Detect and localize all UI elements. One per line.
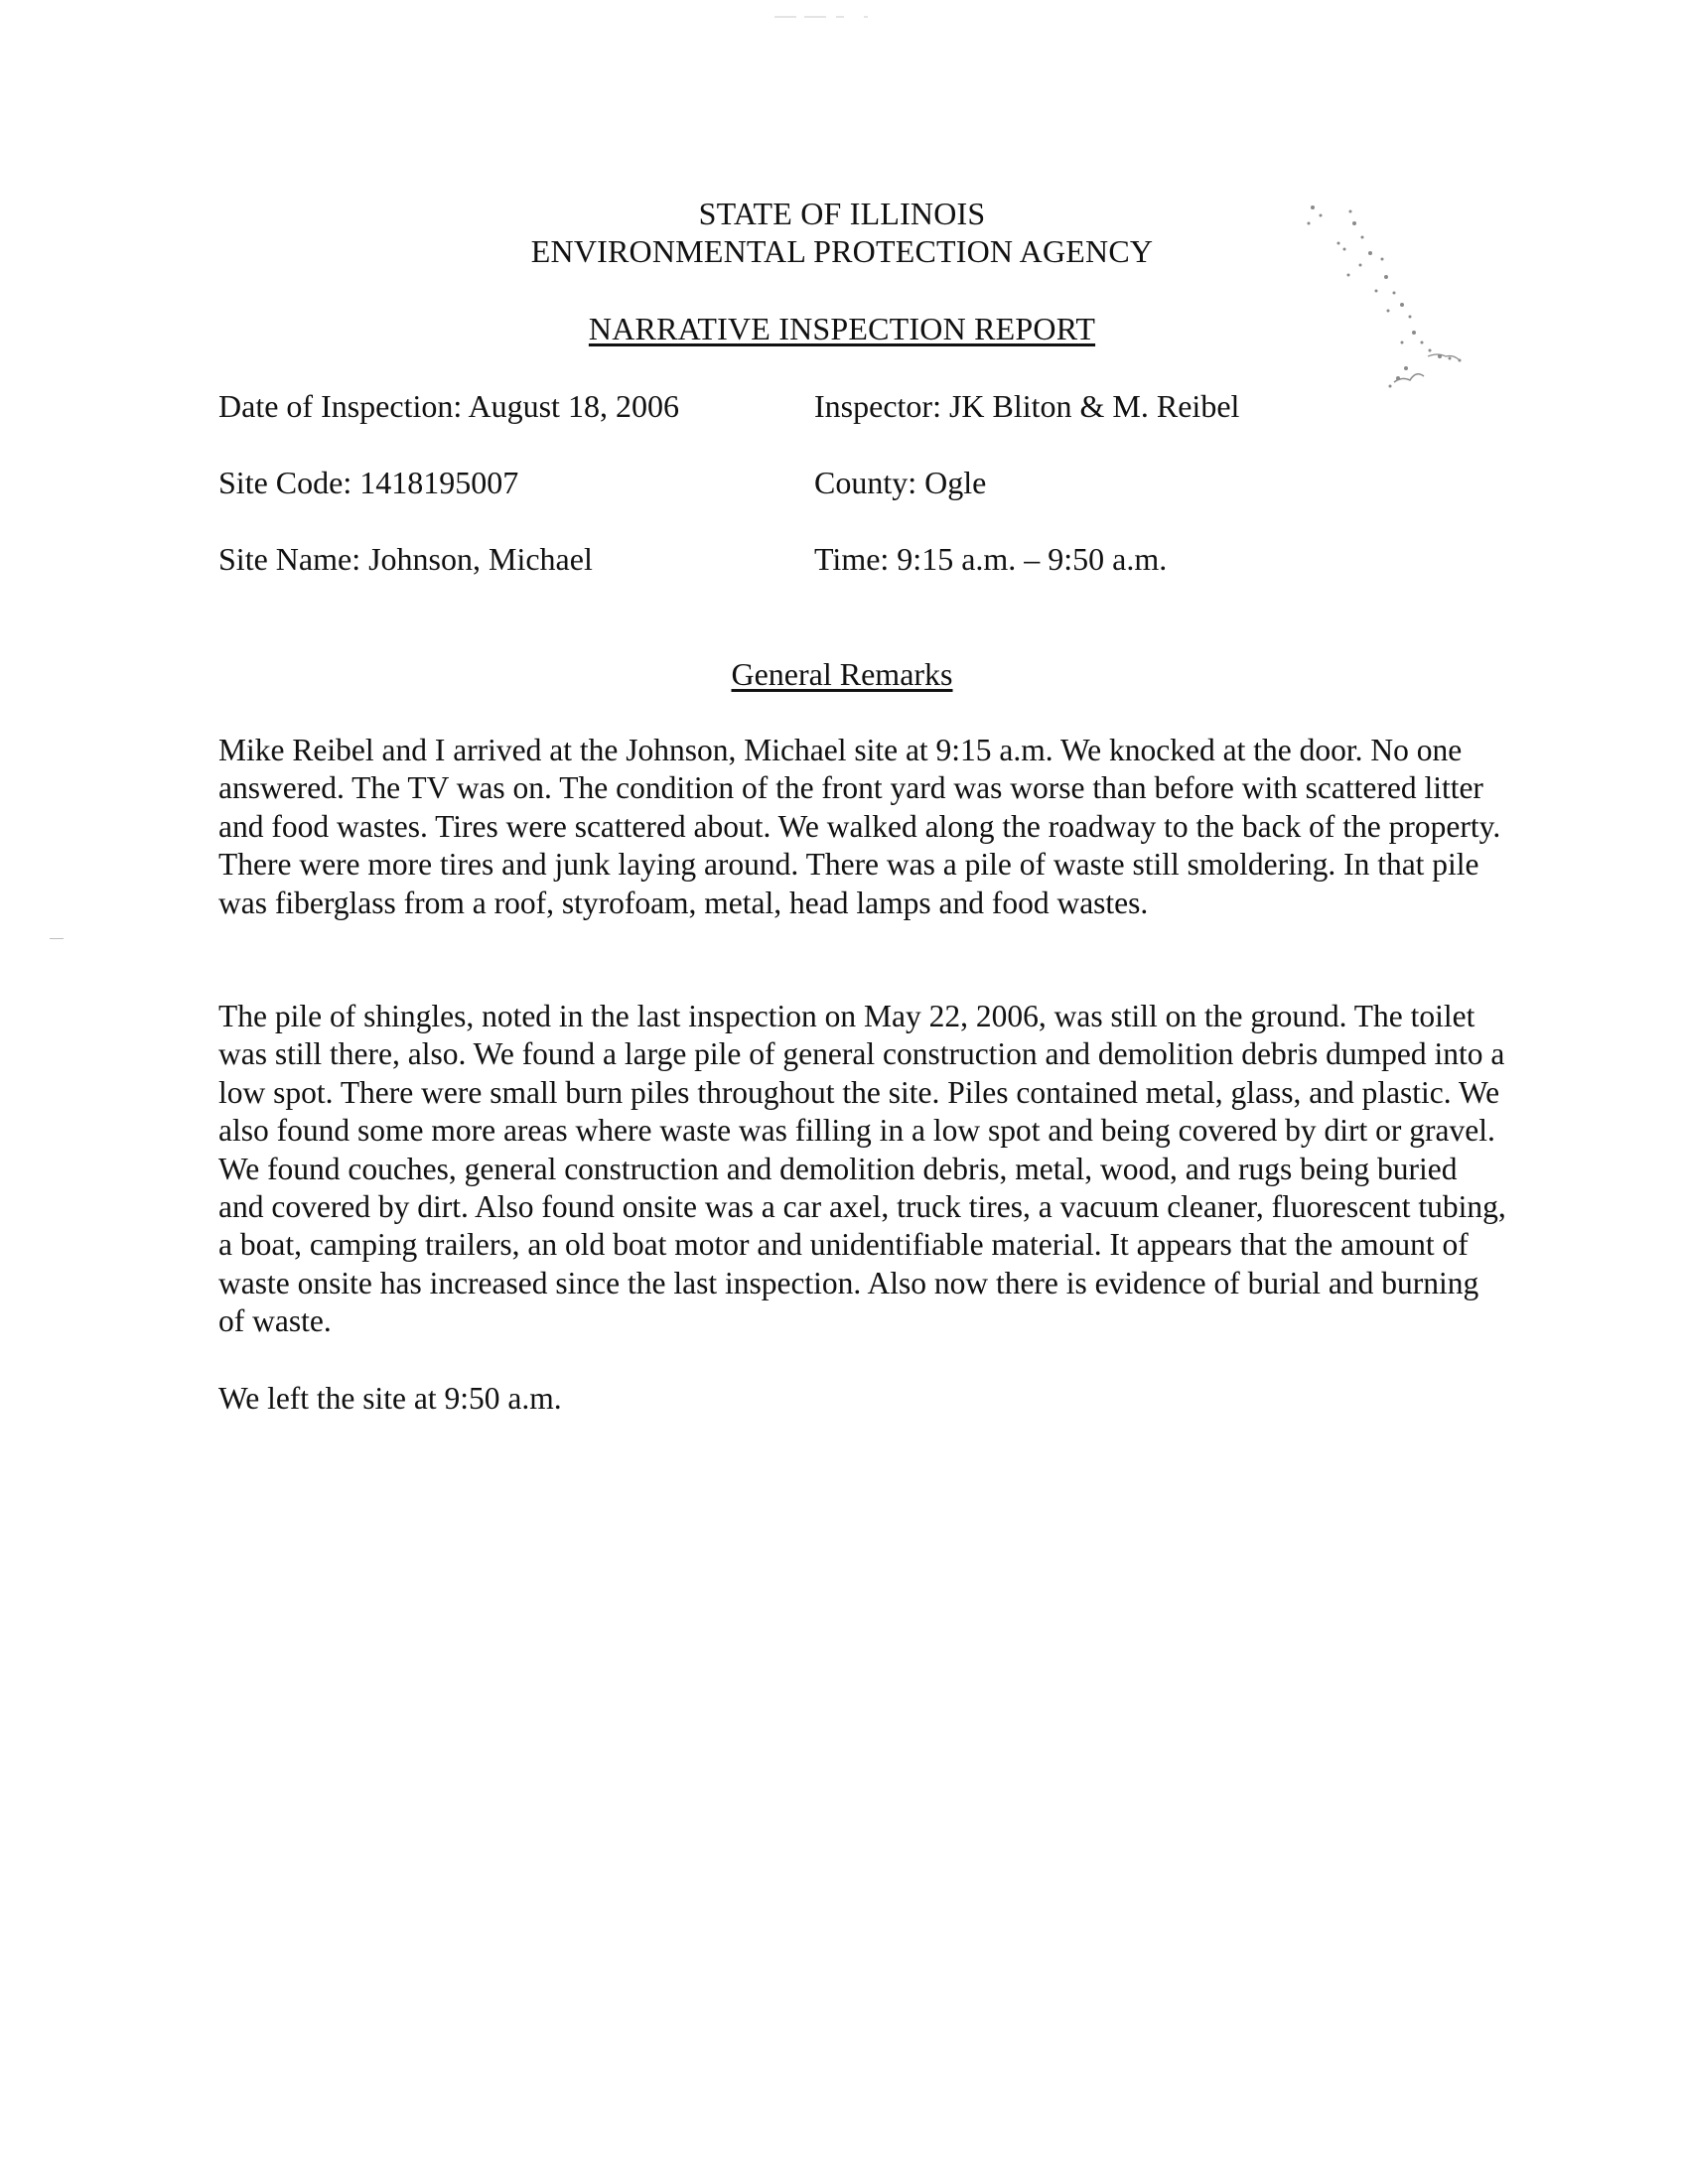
remarks-paragraph: We left the site at 9:50 a.m. [218, 1381, 562, 1416]
margin-mark [50, 938, 64, 939]
remarks-paragraph: Mike Reibel and I arrived at the Johnson, Michael site at 9:15 a.m. We knocked at the door. No one answered. The TV was on. The condition of the front yard was worse than before with scattered litter and food wastes. Tires were scattered about. We walked along the roadway to the back of the property. There were more tires and junk laying around. There was a pile of waste still smoldering. In that pile was fiberglass from a roof, styrofoam, metal, head lamps and food wastes. [218, 733, 1501, 920]
time-field: Time: 9:15 a.m. – 9:50 a.m. [814, 541, 1168, 577]
scan-artifact [774, 6, 874, 9]
date-of-inspection-field: Date of Inspection: August 18, 2006 [218, 388, 679, 424]
general-remarks-heading: General Remarks [731, 656, 953, 692]
received-stamp-icon [1291, 194, 1559, 412]
report-title: NARRATIVE INSPECTION REPORT [588, 311, 1096, 346]
site-name-field: Site Name: Johnson, Michael [218, 541, 593, 577]
inspector-field: Inspector: JK Bliton & M. Reibel [814, 388, 1240, 424]
agency-name-heading: ENVIRONMENTAL PROTECTION AGENCY [530, 233, 1154, 269]
county-field: County: Ogle [814, 465, 987, 500]
remarks-paragraph: The pile of shingles, noted in the last inspection on May 22, 2006, was still on the ground. The toilet was still there, also. We found a large pile of general construction and demolition debris dumped into a low spot. There were small burn piles throughout the site. Piles contained metal, glass, and plastic. We also found some more areas where waste was filling in a low spot and being covered by dirt or gravel. We found couches, general construction and demolition debris, metal, wood, and rugs being buried and covered by dirt. Also found onsite was a car axel, truck tires, a vacuum cleaner, fluorescent tubing, a boat, camping trailers, an old boat motor and unidentifiable material. It appears that the amount of waste onsite has increased since the last inspection. Also now there is evidence of burial and burning of waste. [218, 999, 1506, 1339]
agency-state-heading: STATE OF ILLINOIS [698, 196, 986, 231]
site-code-field: Site Code: 1418195007 [218, 465, 519, 500]
